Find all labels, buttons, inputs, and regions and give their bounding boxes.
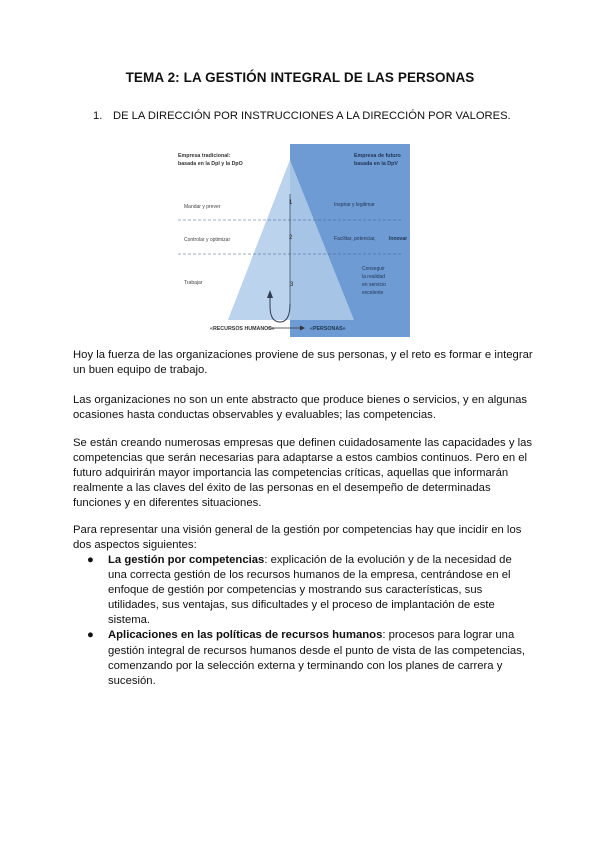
bullet-dot: ●: [87, 554, 94, 566]
paragraph-2: Las organizaciones no son un ente abstracto que produce bienes o servicios, y en algunas ocasiones hasta conductas observables y evaluables; las competencias.: [73, 394, 528, 422]
level-2-num: 2: [289, 235, 293, 241]
bottom-left-label: «RECURSOS HUMANOS»: [210, 326, 275, 332]
left-header-line1: Empresa tradicional:: [178, 153, 231, 159]
bullet-text: : explicación de la evolución y de la necesidad de una correcta gestión de los recursos humanos de la empresa, centrándose en el enfoque de gestión por competencias y mostrando sus características, sus utilidades, sus ventajas, sus dificultades y el proceso de implantación de este sistema.: [108, 554, 512, 627]
list-item: [73, 628, 533, 688]
level-1-num: 1: [289, 200, 293, 206]
level-3-right-line1: Conseguir: [362, 266, 385, 272]
section-heading-text: DE LA DIRECCIÓN POR INSTRUCCIONES A LA DIRECCIÓN POR VALORES.: [113, 110, 511, 122]
bullet-term: La gestión por competencias: [108, 554, 265, 566]
paragraph-3: Se están creando numerosas empresas que definen cuidadosamente las capacidades y las competencias que serán necesarias para adaptarse a estos cambios continuos. Pero en el futuro adquirirán mayor importancia las competencias críticas, aquellas que informarán realmente a las claves del éxito de las personas en el desempeño de determinadas funciones y en diferentes situaciones.: [73, 437, 533, 510]
bullet-dot: ●: [87, 629, 94, 642]
level-3-right-line3: en servicio: [362, 282, 386, 288]
pyramid-diagram: [170, 144, 410, 337]
pyramid-left-shade: [228, 160, 290, 320]
section-heading: [93, 110, 511, 122]
level-3-right-line2: la realidad: [362, 274, 386, 280]
level-3-num: 3: [290, 282, 294, 288]
level-3-right-line4: excelente: [362, 290, 384, 296]
level-2-left: Controlar y optimizar: [184, 237, 231, 243]
bullet-list: [73, 553, 533, 689]
level-1-right: Inspirar y legitimar: [334, 202, 375, 208]
section-number: 1.: [93, 110, 103, 122]
page-title: TEMA 2: LA GESTIÓN INTEGRAL DE LAS PERSONAS: [125, 70, 475, 85]
paragraph-4: Para representar una visión general de la gestión por competencias hay que incidir en los dos aspectos siguientes:: [73, 524, 522, 552]
list-item: [73, 553, 533, 628]
level-3-left: Trabajar: [184, 280, 203, 286]
level-2-right-a: Facilitar, potenciar,: [334, 236, 376, 242]
left-header-line2: basada en la DpI y la DpO: [178, 161, 243, 167]
level-2-right-b: Innovar: [389, 236, 408, 242]
right-header-line1: Empresa de futuro: [354, 153, 401, 159]
bottom-right-label: «PERSONAS»: [310, 326, 346, 332]
right-header-line2: basada en la DpV: [354, 161, 398, 167]
paragraph-1: Hoy la fuerza de las organizaciones proviene de sus personas, y el reto es formar e integrar un buen equipo de trabajo.: [73, 349, 533, 377]
bullet-text: : procesos para lograr una gestión integral de recursos humanos desde el punto de vista de las competencias, comenzando por la selección externa y terminando con los planes de carrera y sucesión.: [108, 629, 525, 687]
level-1-left: Mandar y prever: [184, 204, 221, 210]
bullet-term: Aplicaciones en las políticas de recursos humanos: [108, 629, 383, 642]
